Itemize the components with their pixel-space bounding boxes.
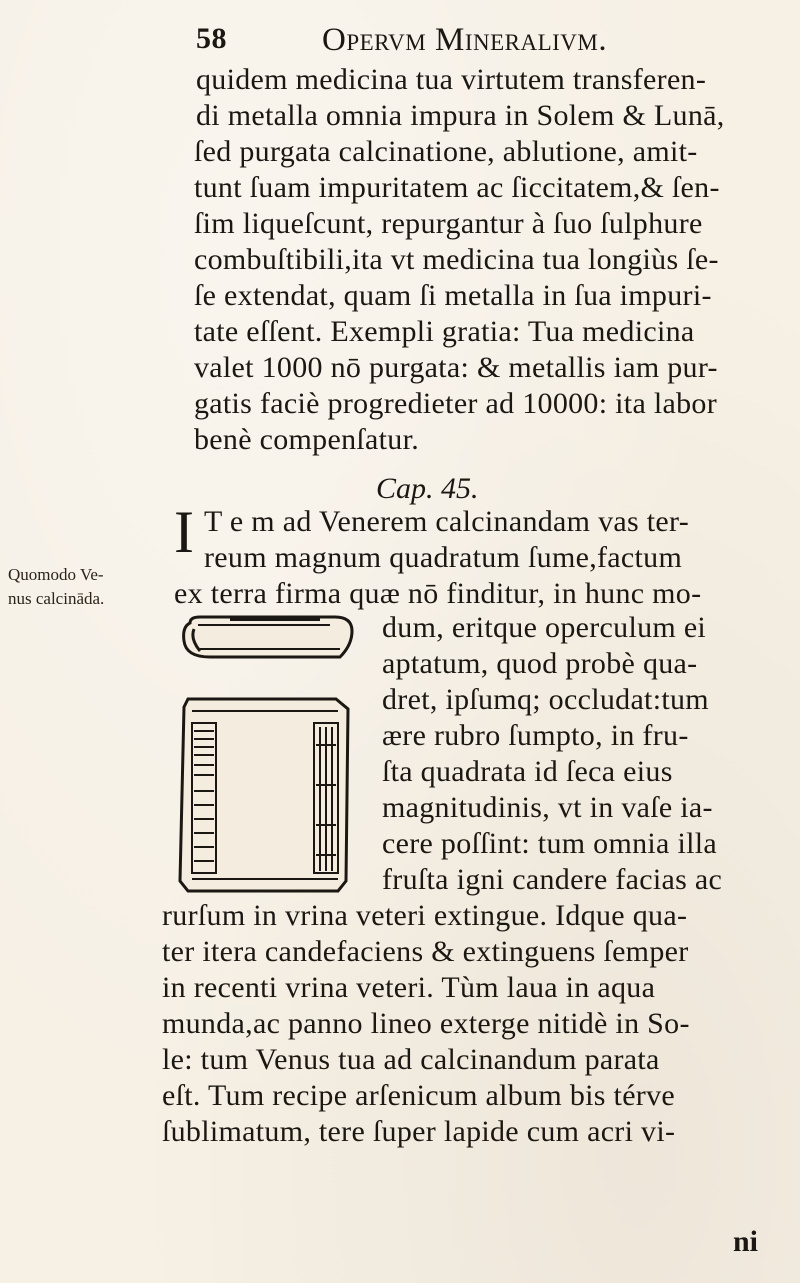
text-line: dret, ipſumq; occludat:tum bbox=[382, 683, 709, 716]
text-line: quidem medicina tua virtutem transferen- bbox=[196, 63, 707, 96]
text-line: le: tum Venus tua ad calcinandum parata bbox=[162, 1043, 660, 1076]
text-line: di metalla omnia impura in Solem & Lunā, bbox=[196, 99, 725, 132]
text-line: magnitudinis, vt in vaſe ia- bbox=[382, 791, 713, 824]
margin-note-line: Quomodo Ve- bbox=[8, 565, 104, 584]
text-line: combuſtibili,ita vt medicina tua longiùs ſe- bbox=[194, 243, 719, 276]
text-line: tunt ſuam impuritatem ac ſiccitatem,& ſen- bbox=[194, 171, 720, 204]
text-line: gatis faciè progredieter ad 10000: ita labor bbox=[194, 387, 717, 420]
text-line: dum, eritque operculum ei bbox=[382, 611, 707, 644]
page-header bbox=[196, 22, 776, 62]
text-line: ſim liqueſcunt, repurgantur à ſuo ſulphure bbox=[194, 207, 703, 240]
vessel-illustration bbox=[170, 615, 362, 897]
text-line: ex terra firma quæ nō finditur, in hunc mo- bbox=[174, 577, 702, 610]
catchword: ni bbox=[733, 1225, 759, 1258]
chapter-heading: Cap. 45. bbox=[376, 472, 479, 505]
text-line: munda,ac panno lineo exterge nitidè in So- bbox=[162, 1007, 690, 1040]
text-line: ſe extendat, quam ſi metalla in ſua impuri- bbox=[194, 279, 712, 312]
text-line: valet 1000 nō purgata: & metallis iam pur- bbox=[194, 351, 718, 384]
text-line: ſed purgata calcinatione, ablutione, amit- bbox=[194, 135, 698, 168]
text-line: tate eſſent. Exempli gratia: Tua medicina bbox=[194, 315, 695, 348]
text-line: ter itera candefaciens & extinguens ſemper bbox=[162, 935, 689, 968]
text-line: fruſta igni candere facias ac bbox=[382, 863, 723, 896]
drop-cap: I bbox=[174, 499, 194, 565]
text-line: ſta quadrata id ſeca eius bbox=[382, 755, 673, 788]
text-line: eſt. Tum recipe arſenicum album bis térve bbox=[162, 1079, 676, 1112]
text-line: in recenti vrina veteri. Tùm laua in aqua bbox=[162, 971, 656, 1004]
text-line: aptatum, quod probè qua- bbox=[382, 647, 698, 680]
text-line: ære rubro ſumpto, in fru- bbox=[382, 719, 689, 752]
text-line: T e m ad Venerem calcinandam vas ter- bbox=[204, 505, 690, 538]
page-number: 58 bbox=[196, 22, 227, 55]
running-head: Opervm Mineralivm. bbox=[322, 22, 608, 58]
margin-note-line: nus calcināda. bbox=[8, 589, 105, 608]
vessel-lid bbox=[184, 617, 352, 657]
text-line: reum magnum quadratum ſume,factum bbox=[204, 541, 683, 574]
text-line: benè compenſatur. bbox=[194, 423, 420, 456]
text-line: cere poſſint: tum omnia illa bbox=[382, 827, 717, 860]
text-line: ſublimatum, tere ſuper lapide cum acri vi- bbox=[162, 1115, 676, 1148]
text-line: rurſum in vrina veteri extingue. Idque qua- bbox=[162, 899, 688, 932]
vessel-pot bbox=[180, 699, 348, 891]
